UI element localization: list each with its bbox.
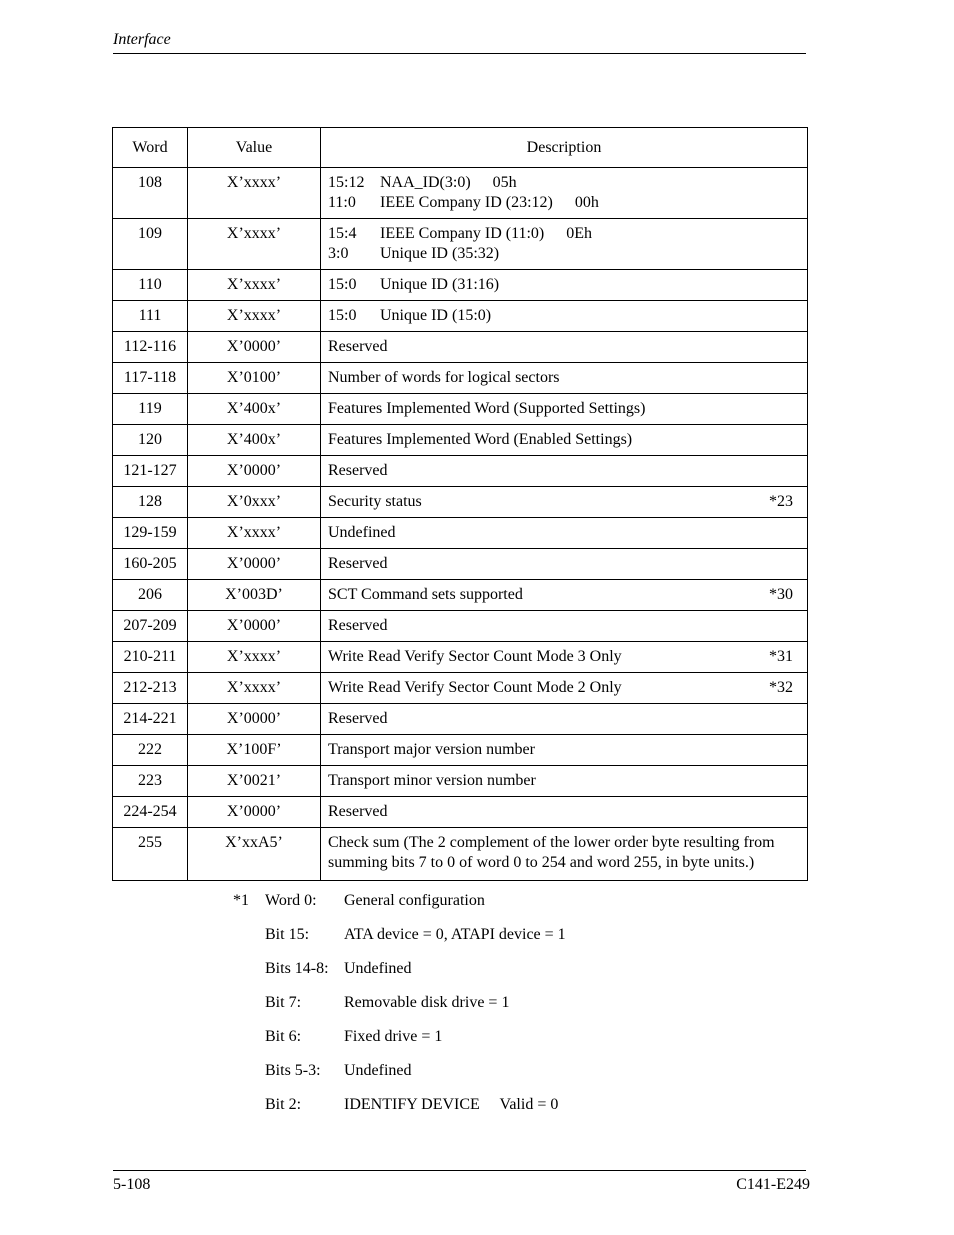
identify-device-table [112, 127, 808, 881]
description-text: Transport minor version number [328, 772, 536, 789]
bit-field-line [328, 244, 793, 264]
bit-range: 15:4 [328, 225, 357, 242]
cell-value: X’400x’ [188, 394, 321, 425]
cell-value: X’xxxx’ [188, 219, 321, 270]
table-row [113, 673, 808, 704]
column-header-description: Description [321, 128, 808, 168]
bit-range: 3:0 [328, 245, 349, 262]
field-name: NAA_ID(3:0) [380, 174, 471, 191]
cell-value: X’xxA5’ [188, 828, 321, 881]
table-row [113, 642, 808, 673]
footnote-label: Bit 7: [265, 994, 302, 1011]
cell-description [321, 487, 808, 518]
table-row [113, 332, 808, 363]
cell-word: 160-205 [113, 549, 188, 580]
cell-word: 117-118 [113, 363, 188, 394]
table-row [113, 456, 808, 487]
cell-description [321, 332, 808, 363]
field-name: Unique ID (35:32) [380, 245, 500, 262]
cell-value: X’xxxx’ [188, 518, 321, 549]
description-text: Reserved [328, 803, 388, 820]
document-code: C141-E249 [736, 1176, 810, 1193]
table-row [113, 363, 808, 394]
cell-description [321, 611, 808, 642]
column-header-value: Value [188, 128, 321, 168]
field-name: IEEE Company ID (11:0) [380, 225, 545, 242]
table-row [113, 487, 808, 518]
cell-value: X’0000’ [188, 611, 321, 642]
description-text: Features Implemented Word (Supported Settings) [328, 400, 646, 417]
footnote-text: ATA device = 0, ATAPI device = 1 [344, 926, 566, 943]
cell-word: 121-127 [113, 456, 188, 487]
footnote-text: General configuration [344, 892, 485, 909]
table-row [113, 797, 808, 828]
field-value: 0Eh [566, 225, 593, 242]
cell-word: 212-213 [113, 673, 188, 704]
footnote-line [233, 891, 566, 925]
page-number: 5-108 [113, 1176, 151, 1193]
description-text: Check sum (The 2 complement of the lower order byte resulting from summing bits 7 to 0 of word 0 to 254 and word 255, in byte units.) [328, 834, 775, 871]
cell-word: 129-159 [113, 518, 188, 549]
footnote-label: Bit 6: [265, 1028, 302, 1045]
cell-value: X’0xxx’ [188, 487, 321, 518]
table-row [113, 301, 808, 332]
footnote-line [233, 925, 566, 959]
footnote-text: Undefined [344, 1062, 412, 1079]
cell-word: 224-254 [113, 797, 188, 828]
cell-value: X’xxxx’ [188, 270, 321, 301]
description-text: Reserved [328, 710, 388, 727]
bit-range: 15:0 [328, 276, 357, 293]
description-text: Reserved [328, 617, 388, 634]
cell-value: X’400x’ [188, 425, 321, 456]
table-row [113, 828, 808, 881]
footnote-word0 [233, 891, 566, 1129]
bit-field-line [328, 193, 793, 213]
cell-value: X’xxxx’ [188, 168, 321, 219]
table-row [113, 611, 808, 642]
cell-description [321, 735, 808, 766]
footnote-line [233, 959, 566, 993]
table-row [113, 394, 808, 425]
description-text: Reserved [328, 338, 388, 355]
bit-range: 15:12 [328, 174, 365, 191]
footnote-mark: *1 [233, 892, 249, 909]
cell-word: 214-221 [113, 704, 188, 735]
field-name: Unique ID (15:0) [380, 307, 492, 324]
description-text: Write Read Verify Sector Count Mode 3 Only [328, 648, 622, 665]
cell-value: X’0000’ [188, 797, 321, 828]
bit-field-line [328, 306, 793, 326]
footnote-line [233, 1027, 566, 1061]
cell-word: 223 [113, 766, 188, 797]
cell-value: X’0100’ [188, 363, 321, 394]
bit-field-line [328, 173, 793, 193]
field-value: 05h [492, 174, 517, 191]
table-row [113, 704, 808, 735]
table-row [113, 219, 808, 270]
description-text: Undefined [328, 524, 396, 541]
footnote-line [233, 1095, 566, 1129]
footnote-line [233, 993, 566, 1027]
cell-word: 119 [113, 394, 188, 425]
cell-description [321, 580, 808, 611]
cell-word: 206 [113, 580, 188, 611]
running-head: Interface [113, 31, 806, 54]
cell-word: 128 [113, 487, 188, 518]
footnote-text: IDENTIFY DEVICE Valid = 0 [344, 1096, 559, 1113]
bit-range: 15:0 [328, 307, 357, 324]
cell-value: X’003D’ [188, 580, 321, 611]
cell-description [321, 518, 808, 549]
table-row [113, 270, 808, 301]
cell-description [321, 642, 808, 673]
cell-description [321, 270, 808, 301]
cell-word: 207-209 [113, 611, 188, 642]
table-row [113, 549, 808, 580]
footnote-label: Bit 15: [265, 926, 310, 943]
cell-word: 108 [113, 168, 188, 219]
cell-value: X’xxxx’ [188, 301, 321, 332]
cell-description [321, 219, 808, 270]
cell-description [321, 425, 808, 456]
cell-word: 210-211 [113, 642, 188, 673]
description-text: Reserved [328, 555, 388, 572]
cell-word: 255 [113, 828, 188, 881]
field-name: IEEE Company ID (23:12) [380, 194, 553, 211]
cell-description [321, 394, 808, 425]
cell-description [321, 766, 808, 797]
cell-word: 120 [113, 425, 188, 456]
bit-field-line [328, 224, 793, 244]
column-header-word: Word [113, 128, 188, 168]
cell-word: 109 [113, 219, 188, 270]
cell-description [321, 704, 808, 735]
cell-word: 112-116 [113, 332, 188, 363]
footnote-label: Bit 2: [265, 1096, 302, 1113]
description-text: Number of words for logical sectors [328, 369, 560, 386]
description-text: Transport major version number [328, 741, 535, 758]
footnote-line [233, 1061, 566, 1095]
bit-range: 11:0 [328, 194, 356, 211]
field-name: Unique ID (31:16) [380, 276, 500, 293]
cell-value: X’xxxx’ [188, 642, 321, 673]
table-row [113, 766, 808, 797]
description-text: Security status [328, 493, 422, 510]
bit-field-line [328, 275, 793, 295]
field-value: 00h [574, 194, 599, 211]
table-row [113, 168, 808, 219]
table-row [113, 425, 808, 456]
cell-value: X’0000’ [188, 456, 321, 487]
footnote-reference: *32 [769, 679, 793, 696]
description-text: Write Read Verify Sector Count Mode 2 Only [328, 679, 622, 696]
cell-description [321, 456, 808, 487]
footnote-text: Undefined [344, 960, 412, 977]
footnote-text: Removable disk drive = 1 [344, 994, 510, 1011]
cell-value: X’0000’ [188, 549, 321, 580]
description-text: Reserved [328, 462, 388, 479]
footnote-reference: *30 [769, 586, 793, 603]
footnote-label: Bits 5-3: [265, 1062, 321, 1079]
cell-description [321, 168, 808, 219]
footnote-text: Fixed drive = 1 [344, 1028, 443, 1045]
description-text: SCT Command sets supported [328, 586, 523, 603]
cell-description [321, 363, 808, 394]
cell-word: 111 [113, 301, 188, 332]
cell-value: X’xxxx’ [188, 673, 321, 704]
cell-value: X’0021’ [188, 766, 321, 797]
table-row [113, 518, 808, 549]
cell-description [321, 797, 808, 828]
cell-description [321, 301, 808, 332]
cell-word: 222 [113, 735, 188, 766]
footer-rule [113, 1170, 806, 1171]
table-header-row [113, 128, 808, 168]
cell-value: X’100F’ [188, 735, 321, 766]
footnote-reference: *23 [769, 493, 793, 510]
cell-word: 110 [113, 270, 188, 301]
table-row [113, 735, 808, 766]
cell-value: X’0000’ [188, 704, 321, 735]
footnote-label: Word 0: [265, 892, 317, 909]
footnote-reference: *31 [769, 648, 793, 665]
description-text: Features Implemented Word (Enabled Settings) [328, 431, 633, 448]
cell-description [321, 673, 808, 704]
table-row [113, 580, 808, 611]
cell-value: X’0000’ [188, 332, 321, 363]
footnote-label: Bits 14-8: [265, 960, 329, 977]
cell-description [321, 828, 808, 881]
cell-description [321, 549, 808, 580]
